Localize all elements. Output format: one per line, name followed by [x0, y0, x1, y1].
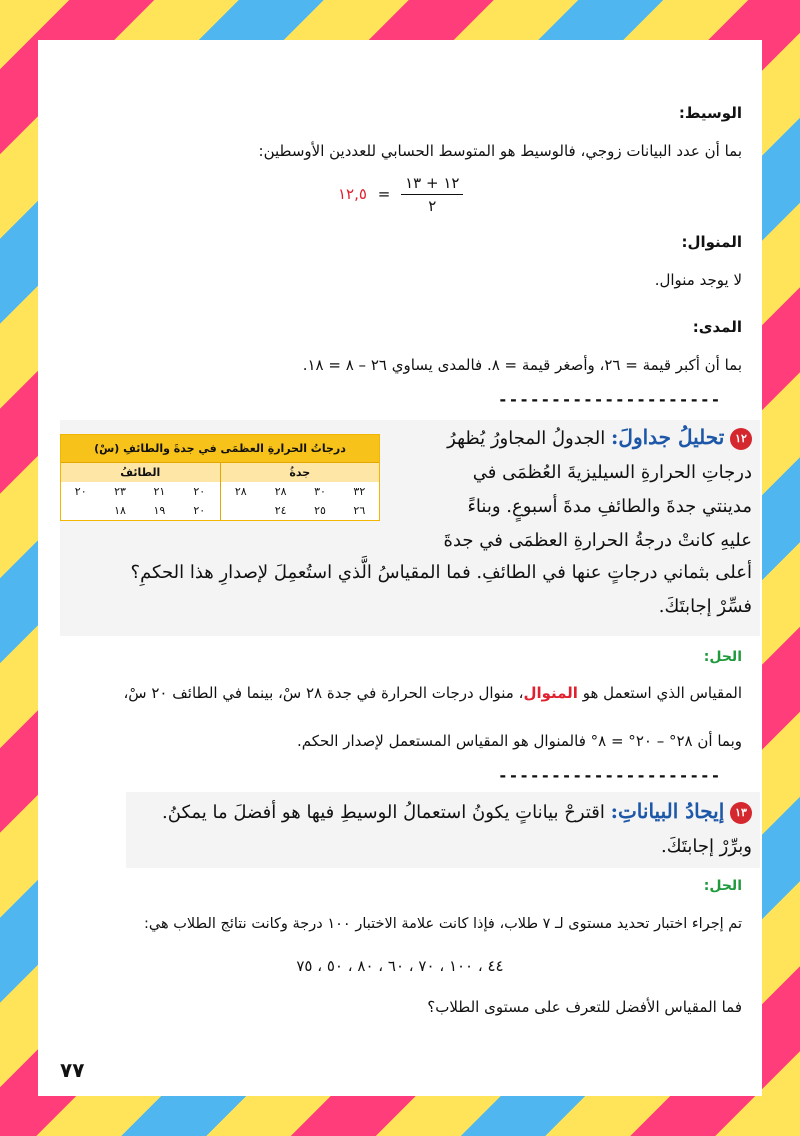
equals-sign: = [377, 185, 391, 203]
table-cell: ٢٨ [220, 482, 261, 501]
exercise-13-title: إيجادُ البياناتِ: [610, 799, 725, 823]
page-number: ٧٧ [60, 1058, 85, 1082]
median-fraction [401, 174, 463, 215]
table-header-row [61, 463, 379, 482]
solution-12-text-a: المقياس الذي استعمل هو [582, 684, 742, 702]
exercise-13-line1: اقترحْ بياناتٍ يكونُ استعمالُ الوسيطِ فيها هو أفضلَ ما يمكنُ. [162, 802, 605, 823]
separator-2: --------------------- [498, 766, 722, 785]
exercise-number-badge: ١٣ [730, 802, 752, 824]
table-cell: ٢٥ [314, 504, 326, 517]
solution-12-label: الحل: [703, 649, 742, 665]
exercise-12-line5: أعلى بثماني درجاتٍ عنها في الطائفِ. فما المقياسُ الَّذي استُعمِلَ لإصدارِ هذا الحكمِ؟ [130, 562, 752, 583]
exercise-12-box [60, 420, 760, 636]
table-cell: ٢٠ [193, 504, 206, 517]
exercise-12-intro [412, 420, 752, 558]
jeddah-header: جدةُ [220, 463, 379, 482]
solution-12-text-c: ، منوال درجات الحرارة في جدة ٢٨ سْ، بينما في الطائف ٢٠ سْ، [123, 684, 524, 702]
solution-13-question: فما المقياس الأفضل للتعرف على مستوى الطلاب؟ [427, 998, 742, 1016]
table-cell: ٢٨ [274, 485, 287, 498]
table-cell: ٢١ [153, 485, 166, 498]
exercise-13-text [132, 794, 752, 864]
table-cell [220, 501, 261, 520]
table-cell: ٢٠ [193, 485, 206, 498]
exercise-12-header-line [412, 420, 752, 456]
taif-header: الطائفُ [61, 463, 220, 482]
table-cell: ٢٠ [74, 485, 87, 498]
median-text: بما أن عدد البيانات زوجي، فالوسيط هو المتوسط الحسابي للعددين الأوسطين: [258, 142, 742, 160]
exercise-13-box [126, 792, 760, 868]
range-text: بما أن أكبر قيمة = ٢٦، وأصغر قيمة = ٨. فالمدى يساوي ٢٦ – ٨ = ١٨. [302, 356, 742, 374]
table-cell: ٣٠ [314, 485, 326, 498]
exercise-12-continued [62, 556, 752, 624]
table-cell: ٢٤ [274, 504, 287, 517]
fraction-numerator: ١٢ + ١٣ [401, 174, 463, 195]
exercise-12-line6: فسِّرْ إجابتَكَ. [658, 596, 752, 617]
page [38, 40, 762, 1096]
fraction-denominator: ٢ [428, 197, 437, 215]
temperature-table [60, 434, 380, 521]
mode-text: لا يوجد منوال. [654, 271, 742, 289]
table-caption: درجاتُ الحرارةِ العظمَى في جدةَ والطائفِ (سْ) [61, 435, 379, 463]
median-heading: الوسيط: [678, 104, 742, 122]
solution-13-label: الحل: [703, 878, 742, 894]
table-cell: ١٨ [114, 504, 126, 517]
median-result: ١٢,٥ [338, 185, 367, 203]
table-cell: ٢٣ [114, 485, 126, 498]
separator-1: --------------------- [498, 390, 722, 409]
solution-13-line1: تم إجراء اختبار تحديد مستوى لـ ٧ طلاب، فإذا كانت علامة الاختبار ١٠٠ درجة وكانت نتائج الطلاب هي: [144, 916, 742, 932]
exercise-12-title: تحليلُ جداولَ: [611, 425, 725, 449]
exercise-12-line4: عليهِ كانتْ درجةُ الحرارةِ العظمَى في جدةَ [443, 530, 752, 551]
exercise-number-badge: ١٢ [730, 428, 752, 450]
table-cell: ١٩ [153, 504, 166, 517]
table-cell: ٣٢ [353, 485, 366, 498]
table-cell: ٢٦ [353, 504, 366, 517]
solution-12-line2: وبما أن ٢٨° – ٢٠° = ٨° فالمنوال هو المقياس المستعمل لإصدار الحكم. [297, 732, 742, 750]
range-heading: المدى: [692, 318, 742, 336]
table-row [61, 501, 379, 520]
exercise-13-header-line [132, 794, 752, 830]
mode-heading: المنوال: [681, 233, 742, 251]
exercise-12-line2: درجاتِ الحرارةِ السيليزيةَ العُظمَى في [472, 462, 752, 483]
solution-12-line1 [42, 684, 742, 702]
mode-highlight: المنوال [523, 684, 578, 702]
table-cell [61, 501, 100, 520]
exercise-12-line3: مدينتي جدةَ والطائفِ مدةَ أسبوعٍ. وبناءً [467, 496, 752, 517]
table-row [61, 482, 379, 501]
student-scores: ٤٤ ، ١٠٠ ، ٧٠ ، ٦٠ ، ٨٠ ، ٥٠ ، ٧٥ [296, 957, 504, 975]
exercise-13-line2: وبرِّرْ إجابتَكَ. [661, 836, 752, 857]
median-formula [338, 174, 463, 215]
temperature-table-grid [61, 463, 379, 520]
exercise-12-line1: الجدولُ المجاورُ يُظهرُ [447, 428, 606, 449]
